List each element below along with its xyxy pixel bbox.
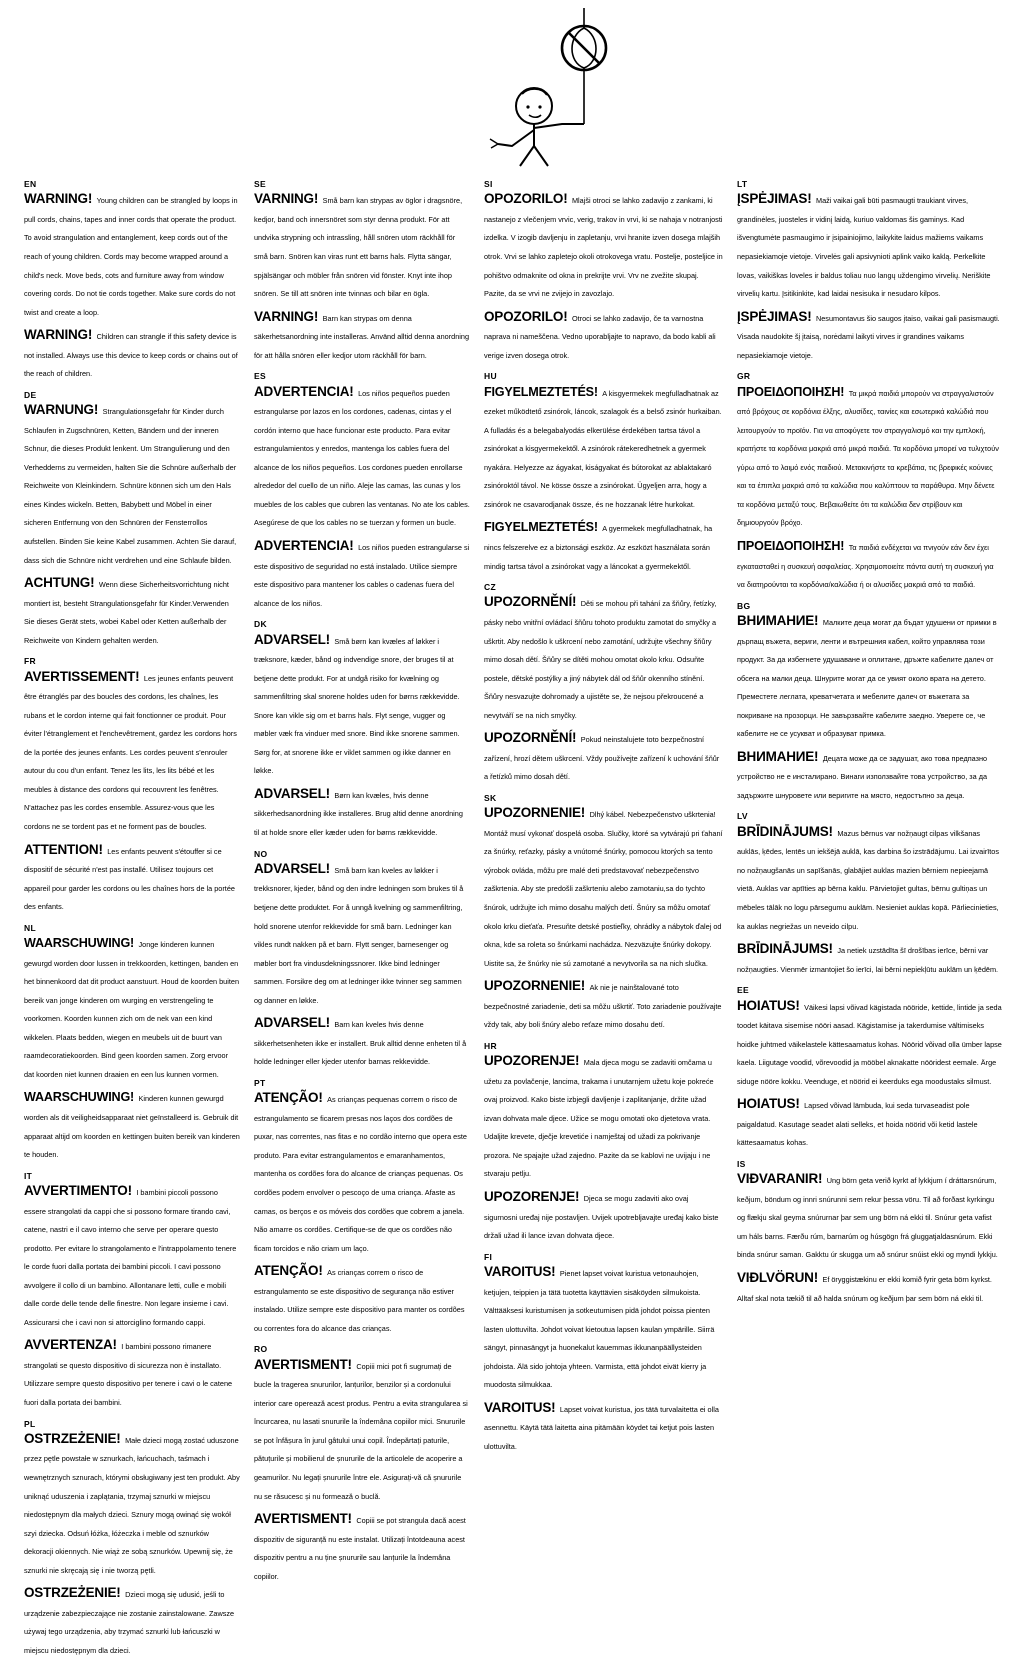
warning-paragraph	[737, 823, 1002, 934]
lang-block-lt	[737, 180, 1002, 363]
warning-heading: UPOZORNENIE!	[484, 805, 586, 821]
warning-text: Barn kan strypas om denna säkerhetsanordning inte installeras. Använd alltid denna anordning för att hålla snören eller kedjor utom räckhåll för barn.	[254, 313, 470, 360]
warning-heading: OSTRZEŻENIE!	[24, 1430, 121, 1446]
lang-block-si	[484, 180, 723, 363]
warning-text: Små barn kan strypas av öglor i dragsnöre, kedjor, band och innersnöret som styr denna produkt. För att undvika strypning och intrassling, håll snören utom räckhåll för små barn. Snören kan viras runt ett barns hals. Flytta sängar, spjälsängar och möbler från snören vid fönster. Knyt inte ihop snören. Se till att snören inte tvinnas och bilar en ögla.	[254, 196, 463, 299]
warning-heading: ADVARSEL!	[254, 785, 330, 801]
lang-code-ro: RO	[254, 1344, 268, 1355]
lang-code-en: EN	[24, 179, 37, 189]
warning-text: Los niños pueden estrangularse si este dispositivo de seguridad no está instalado. Utilice siempre este dispositivo para mantener los cables o cadenas fuera del alcance de los niños.	[254, 542, 470, 608]
warning-paragraph	[737, 537, 1002, 593]
warning-paragraph	[484, 804, 723, 971]
lang-block-gr	[737, 372, 1002, 592]
lang-code-fr: FR	[24, 656, 36, 667]
lang-code-pt: PT	[254, 1077, 266, 1088]
warning-paragraph	[254, 1089, 470, 1256]
warning-heading: ĮSPĖJIMAS!	[737, 191, 812, 207]
warning-heading: VARNING!	[254, 308, 319, 324]
warning-heading: VARNING!	[254, 191, 319, 207]
warning-heading: BRĪDINĀJUMS!	[737, 941, 833, 957]
warning-heading: WARNUNG!	[24, 402, 99, 418]
warning-text: Τα μικρά παιδιά μπορούν να στραγγαλιστούν από βρόχους σε κορδόνια έλξης, αλυσίδες, ταινίες και εσωτερικά καλώδιά που λειτουργούν το προϊόν. Για να αποφύγετε τον στραγγαλισμό και την εμπλοκή, κρατήστε τα κορδόνια μακριά από μικρά παιδιά. Τα κορδόνια μπορεί να τυλιχτούν γύρω από το λαιμό ενός παιδιού. Μετακινήστε τα κρεβάτια, τις βρεφικές κούνιες και τα έπιπλα μακριά από τα καλώδια που καλύπτουν τα παράθυρα. Μην δένετε τα κορδόνια μεταξύ τους. Βεβαιωθείτε ότι τα καλώδια δεν στρίβουν και δημιουργούν βρόχο.	[737, 388, 999, 528]
warning-paragraph	[24, 574, 240, 648]
warning-paragraph	[254, 1014, 470, 1070]
lang-block-cz	[484, 583, 723, 785]
warning-text: I bambini piccoli possono essere strangolati da cappi che si possono formare tirando cavi, catene, nastri e il cavo interno che serve per operare questo prodotto. Per evitare lo strangolamento e l'intrappolamento tenere le corde fuori dalla portata dei bambini piccoli. I cavi possono avvolgere il collo di un bambino. Allontanare letti, culle e mobili dalle corde delle tende delle finestre. Non legare insieme i cavi. Assicurarsi che i cavi non si attorciglino formando cappi.	[24, 1187, 237, 1327]
warning-heading: UPOZORENJE!	[484, 1053, 580, 1069]
warning-text: Mazus bērnus var nožņaugt cilpas vilkšanas auklās, ķēdes, lentēs un iekšējā auklā, kas darbina šo izstrādājumu. Lai izvairītos no nožņaugšanās un sapīšanās, glabājiet auklas mazien bērniem nepieejamā vietā. Auklas var aptīties ap bērna kaklu. Pārvietojiet gultas, bērnu gultiņas un mēbeles tālāk no logu pārsegumu auklām. Nesieniet auklas kopā. Pārliecinieties, ka auklas negriežas un neveido cilpu.	[737, 828, 1000, 931]
lang-code-lv: LV	[737, 811, 748, 822]
warning-text: Małe dzieci mogą zostać uduszone przez pętle powstałe w sznurkach, łańcuchach, taśmach i wewnętrznych sznurach, którymi obsługiwany jest ten produkt. Aby uniknąć uduszenia i zaplątania, trzymaj sznurki w miejscu niedostępnym dla małych dzieci. Sznury mogą owinąć się wokół szyi dziecka. Odsuń łóżka, łóżeczka i meble od sznurków dekoracji okiennych. Nie wiąż ze sobą sznurków. Upewnij się, że sznurki nie skręcają się i nie tworzą pętli.	[24, 1435, 240, 1575]
lang-block-pt	[254, 1079, 470, 1336]
warning-heading: AVERTISMENT!	[254, 1356, 352, 1372]
warning-heading: FIGYELMEZTETÉS!	[484, 520, 598, 535]
warning-paragraph	[24, 934, 240, 1082]
warning-paragraph	[254, 537, 470, 611]
lang-code-es: ES	[254, 371, 266, 382]
warning-text: Maži vaikai gali būti pasmaugti traukiant virves, grandinėles, juosteles ir vidinį laidą, kuriuo valdomas šis gaminys. Kad išvengtumėte pasmaugimo ir įsipainiojimo, laikykite laidus mažiems vaikams nepasiekiamoje vietoje. Virvelės gali apsivynioti aplink vaiko kaklą. Perkelkite lovas, vaikiškas loveles ir baldus toliau nuo langų uždengimo virvelių. Neriškite virvelių kartu. Įsitikinkite, kad laidai nesisuka ir nesudaro kilpos.	[737, 196, 991, 299]
warning-heading: UPOZORNĚNÍ!	[484, 730, 577, 746]
warning-heading: ADVARSEL!	[254, 1015, 330, 1031]
column-1	[24, 179, 254, 1655]
warning-paragraph	[484, 977, 723, 1033]
warning-heading: UPOZORNĚNÍ!	[484, 594, 577, 610]
lang-code-cz: CZ	[484, 582, 496, 593]
warning-paragraph	[24, 1182, 240, 1330]
warning-text: Dlhý kábel. Nebezpečenstvo uškrtenia! Montáž musí vykonať dospelá osoba. Slučky, ktoré sa vytvárajú pri ťahaní za šnúrky, reťazky, pásky a vnútorné šnúrky, pomocou ktorých sa tento výrobok ovláda, môžu pre malé deti predstavovať nebezpečenstvo zaškrtenia. Aby ste predošli zaškrteniu alebo zamotaniu,sa do tychto šnúrok, udržujte ich mimo dosahu malých detí. Šnúry sa môžu omotať okolo krku dieťaťa. Presuňte detské postieľky, ohrádky a nábytok ďalej od okna, kde sa roleta so šnúrkami nachádza. Nezväzujte šnúrky dokopy. Uistite sa, že šnúrky nie sú zamotané a nevytvorila sa na nich slučka.	[484, 810, 723, 968]
language-columns	[0, 179, 1024, 1655]
lang-code-hr: HR	[484, 1040, 497, 1051]
warning-text: Små barn kan kveles av løkker i trekksnorer, kjeder, bånd og den indre ledningen som brukes til å betjene dette produktet. For å unngå kvelning og sammenfiltring, hold snorene utenfor rekkevidde for små barn. Ledninger kan vikles rundt nakken på et barn. Flytt senger, barnesenger og møbler bort fra vindusdekningssnorer. Ikke bind ledninger sammen. Forsikre deg om at ledninger ikke tvinner seg sammen og danner en løkke.	[254, 865, 464, 1005]
warning-paragraph	[484, 1399, 723, 1455]
warning-text: Wenn diese Sicherheitsvorrichtung nicht montiert ist, besteht Strangulationsgefahr für Kinder.Verwenden Sie dieses Gerät stets, wobei Kabel oder Ketten außerhalb der Reichweite von Kindern gehalten werden.	[24, 580, 229, 645]
warning-paragraph	[254, 631, 470, 779]
warning-paragraph	[254, 1262, 470, 1336]
warning-text: Los niños pequeños pueden estrangularse por lazos en los cordones, cadenas, cintas y el cordón interno que hace funcionar este producto. Para evitar estrangulamientos y enredos, mantenga los cables fuera del alcance de los niños pequeños. Los cordones pueden enrollarse alrededor del cuello de un niño. Aleje las camas, las cunas y los muebles de los cables que cubren las ventanas. No ate los cables. Asegúrese de que los cables no se tuerzan y formen un bucle.	[254, 388, 470, 528]
warning-paragraph	[484, 383, 723, 513]
warning-paragraph	[254, 1356, 470, 1504]
warning-heading: UPOZORNENIE!	[484, 978, 586, 994]
warning-paragraph	[254, 785, 470, 841]
warning-heading: WARNING!	[24, 327, 93, 343]
lang-block-it	[24, 1172, 240, 1411]
lang-block-en	[24, 180, 240, 382]
warning-text: Kinderen kunnen gewurgd worden als dit veiligheidsapparaat niet geïnstalleerd is. Gebruik dit apparaat altijd om koorden en kettingen buiten bereik van kinderen te houden.	[24, 1094, 240, 1160]
warning-paragraph	[737, 748, 1002, 804]
lang-code-no: NO	[254, 848, 268, 859]
warning-paragraph	[24, 1088, 240, 1162]
warning-heading: ATENÇÃO!	[254, 1263, 323, 1279]
warning-heading: ВНИМАНИЕ!	[737, 612, 819, 628]
warning-paragraph	[24, 401, 240, 568]
warning-heading: BRĪDINĀJUMS!	[737, 823, 833, 839]
warning-text: Pienet lapset voivat kuristua vetonauhojen, ketjujen, teippien ja tätä tuotetta käyttävien sisäköyden silmukoista. Välttääksesi kuristumisen ja sotkeutumisen pidä johdot poissa pienten lasten ulottuvilta. Johdot voivat kietoutua lapsen kaulan ympärille. Siirrä sängyt, pinnasängyt ja huonekalut kauemmas ikkunanpäällysteiden johdoista. Älä sido johtoja yhteen. Varmista, että johdot eivät kierry ja muodosta silmukkaa.	[484, 1268, 715, 1390]
warning-paragraph	[737, 1269, 1002, 1306]
lang-block-se	[254, 180, 470, 363]
lang-code-hu: HU	[484, 371, 497, 382]
warning-heading: FIGYELMEZTETÉS!	[484, 384, 598, 399]
warning-heading: AVERTISMENT!	[254, 1511, 352, 1527]
warning-heading: ATENÇÃO!	[254, 1090, 323, 1106]
warning-heading: ВНИМАНИЕ!	[737, 748, 819, 764]
warning-heading: WAARSCHUWING!	[24, 1090, 135, 1105]
lang-block-ee	[737, 986, 1002, 1151]
warning-paragraph	[24, 1430, 240, 1578]
warning-heading: WARNING!	[24, 191, 93, 207]
warning-paragraph	[24, 668, 240, 835]
warning-text: Dzieci mogą się udusić, jeśli to urządzenie zabezpieczające nie zostanie zainstalowane. Zawsze używaj tego urządzenia, aby trzymać sznurki lub łańcuszki w miejscu niedostępnym dla dzieci.	[24, 1590, 235, 1655]
warning-paragraph	[254, 1510, 470, 1584]
warning-text: Децата може да се задушат, ако това предпазно устройство не е инсталирано. Винаги използвайте това устройство, за да задържите шнуровете или веригите на място, недостъпно за деца.	[737, 753, 988, 800]
lang-code-se: SE	[254, 179, 266, 189]
warning-text: Ja netiek uzstādīta šī drošības ierīce, bērni var nožņaugties. Vienmēr izmantojiet šo ierīci, lai bērni nepiekļūtu auklām un ķēdēm.	[737, 946, 999, 974]
warning-text: Young children can be strangled by loops in pull cords, chains, tapes and inner cords that operate the product. To avoid strangulation and entanglement, keep cords out of the reach of young children. Cords may become wrapped around a child's neck. Move beds, cots and furniture away from window covering cords. Do not tie cords together. Make sure cords do not twist and create a loop.	[24, 196, 238, 317]
lang-block-no	[254, 850, 470, 1070]
warning-heading: VAROITUS!	[484, 1399, 556, 1415]
warning-paragraph	[737, 308, 1002, 364]
warning-paragraph	[24, 326, 240, 382]
warning-text: Barn kan kveles hvis denne sikkerhetsenheten ikke er installert. Bruk alltid denne enheten til å holde ledninger eller kjeder utenfor barnas rekkevidde.	[254, 1020, 467, 1067]
lang-block-fr	[24, 657, 240, 914]
warning-heading: ADVARSEL!	[254, 860, 330, 876]
warning-text: Pokud neinstalujete toto bezpečnostní zařízení, hrozí dětem uškrcení. Vždy používejte zařízení k uchování šňůr a řetízků mimo dosah dětí.	[484, 735, 720, 782]
warning-heading: VIÐVARANIR!	[737, 1171, 823, 1187]
warning-text: Τα παιδιά ενδέχεται να πνιγούν εάν δεν έχει εγκατασταθεί η συσκευή ασφαλείας. Χρησιμοποιείτε πάντα αυτή τη συσκευή για να διατηρούνται τα κορδόνια/καλώδια ή οι αλυσίδες μακριά από τα παιδιά.	[737, 542, 994, 590]
warning-text: Ef öryggistækinu er ekki komið fyrir geta börn kyrkst. Alltaf skal nota tækið til að halda snúrum og keðjum þar sem börn ná ekki til.	[737, 1274, 992, 1303]
warning-paragraph	[484, 729, 723, 785]
lang-block-bg	[737, 602, 1002, 804]
warning-heading: UPOZORENJE!	[484, 1188, 580, 1204]
warning-text: Nesumontavus šio saugos įtaiso, vaikai gali pasismaugti. Visada naudokite šį įtaisą, norėdami laikyti virves ir grandines vaikams nepasiekiamoje vietoje.	[737, 313, 1000, 360]
lang-code-is: IS	[737, 1158, 746, 1169]
lang-code-it: IT	[24, 1170, 33, 1181]
lang-block-hr	[484, 1042, 723, 1244]
column-3	[484, 179, 737, 1451]
warning-heading: ΠΡΟΕΙΔΟΠΟΙΗΣΗ!	[737, 538, 845, 553]
warning-heading: AVVERTIMENTO!	[24, 1182, 132, 1198]
lang-code-de: DE	[24, 389, 37, 400]
warning-heading: ADVERTENCIA!	[254, 537, 354, 553]
lang-code-pl: PL	[24, 1418, 36, 1429]
warning-heading: ĮSPĖJIMAS!	[737, 308, 812, 324]
warning-paragraph	[737, 1095, 1002, 1151]
lang-code-lt: LT	[737, 179, 748, 189]
warning-text: Copiii mici pot fi sugrumați de bucle la tragerea snururilor, lanțurilor, benzilor și a cordonului interior care operează acest produs. Pentru a evita strangularea si încurcarea, nu lasati snururile la îndemâna copiilor mici. Snururile se pot înfășura în jurul gâtului unui copil. Îndepărtați paturile, pătuțurile și mobilierul de șnururile de la articolele de acoperire a geamurilor. Nu legați șnururile între ele. Asigurați-vă că șnururile nu se răsucesc și nu formează o buclă.	[254, 1361, 468, 1501]
warning-paragraph	[484, 308, 723, 364]
warning-heading: VIÐLVÖRUN!	[737, 1269, 818, 1285]
warning-text: Děti se mohou při tahání za šňůry, řetízky, pásky nebo vnitřní ovládací šňůru tohoto produktu zamotat do smyčky a uškrtit. Aby nedošlo k uškrcení nebo zamotání, udržujte všechny šňůry mimo dosah dětí. Šňůry se dítěti mohou omotat okolo krku. Odsuňte postele, dětské postýlky a jiný nábytek dál od šňůr okenního stínění. Šňůry nesvazujte dohromady a ujistěte se, že nejsou překroucené a nevytváří se na nich smyčky.	[484, 599, 717, 720]
warning-text: Children can strangle if this safety device is not installed. Always use this device to keep cords or chains out of the reach of children.	[24, 332, 238, 379]
warning-paragraph	[484, 190, 723, 301]
warning-paragraph	[484, 1263, 723, 1393]
warning-heading: HOIATUS!	[737, 1096, 800, 1112]
lang-code-si: SI	[484, 179, 493, 189]
warning-text: Strangulationsgefahr für Kinder durch Schlaufen in Zugschnüren, Ketten, Bändern und der inneren Schnur, die dieses Produkt lenkent. Um Strangulierung und den Verhedderns zu vermeiden, halten Sie die Schnüre außerhalb der Reichweite von Kleinkindern. Schnüre können sich um den Hals eines Kindes wickeln. Betten, Babybett und Möbel in einer sicheren Entfernung von den Schnüren der Fensterrollos aufstellen. Binden Sie keine Kabel zusammen. Achten Sie darauf, dass sich die Schnüre nicht verdrehen und eine Schlaufe bilden.	[24, 407, 237, 565]
warning-paragraph	[254, 383, 470, 531]
illustration-area	[0, 6, 1024, 176]
lang-block-de	[24, 391, 240, 648]
lang-code-dk: DK	[254, 619, 267, 630]
lang-block-fi	[484, 1253, 723, 1455]
warning-text: Малките деца могат да бъдат удушени от примки в дърпащ въжета, вериги, ленти и вътрешния кабел, който управлява този продукт. За да избегнете удушаване и оплитане, дръжте кабелите далеч от обсега на малки деца. Шнурите могат да се увият около врата на детето. Преместете леглата, креватчетата и мебелите далеч от въжетата за покриване на прозорци. Не завързвайте кабелите заедно. Уверете се, че кабелите не се усукват и образуват примка.	[737, 617, 997, 739]
warning-heading: ACHTUNG!	[24, 575, 95, 591]
lang-code-fi: FI	[484, 1251, 493, 1262]
warning-heading: OPOZORILO!	[484, 191, 568, 207]
warning-heading: ATTENTION!	[24, 841, 103, 857]
warning-text: Djeca se mogu zadaviti ako ovaj sigurnosni uređaj nije postavljen. Uvijek upotrebljavajte uređaj kako biste držali užad ili lance izvan dohvata djece.	[484, 1193, 719, 1241]
warning-paragraph	[737, 383, 1002, 531]
lang-code-sk: SK	[484, 792, 497, 803]
warning-paragraph	[254, 860, 470, 1008]
warning-text: A kisgyermekek megfulladhatnak az ezeket működtető zsinórok, láncok, szalagok és a belső zsinór hurkaiban. A fulladás és a belegabalyodás elkerülése érdekében tartsa távol a zsinórokat a kisgyermekektől. A zsinórok rátekeredhetnek a gyermek nyakára. Helyezze az ágyakat, kiságyakat és bútorokat az ablaktakaró zsinóroktól távol. Ne kösse össze a zsinórokat. Ügyeljen arra, hogy a zsinórok ne csavarodjanak össze, és ne hozzanak létre hurkokat.	[484, 388, 722, 509]
warning-text: Les jeunes enfants peuvent être étranglés par des boucles des cordons, les chaînes, les rubans et le cordon interne qui fait fonctionner ce produit. Pour éviter l'étranglement et l'enchevêtrement, gardez les cordons hors de la portée des jeunes enfants. Les cordes peuvent s'enrouler autour du cou d'un enfant. Tenez les lits, les lits bébé et les meubles à distance des cordons qui recouvrent les fenêtres. N'attachez pas les cordes ensemble. Assurez-vous que les cordons ne se tordent pas et ne forment pas de boucles.	[24, 673, 237, 831]
lang-block-pl	[24, 1420, 240, 1658]
warning-heading: OPOZORILO!	[484, 308, 568, 324]
warning-paragraph	[737, 997, 1002, 1090]
warning-text: Copiii se pot strangula dacă acest dispozitiv de siguranță nu este instalat. Utilizați întotdeauna acest dispozitiv pentru a nu ține șnururile sau lanțurile la îndemâna copiilor.	[254, 1516, 466, 1581]
lang-code-nl: NL	[24, 922, 36, 933]
warning-paragraph	[737, 612, 1002, 742]
warning-text: I bambini possono rimanere strangolati se questo dispositivo di sicurezza non è installato. Utilizzare sempre questo dispositivo per tenere i cavi o le catene fuori dalla portata dei bambini.	[24, 1342, 233, 1407]
lang-block-sk	[484, 794, 723, 1033]
warning-text: Små børn kan kvæles af løkker i træksnore, kæder, bånd og indvendige snore, der bruges til at betjene dette produkt. For at undgå risiko for kvælning og sammenfiltring skal snorene holdes uden for børns rækkevidde. Snore kan vikle sig om et barns hals. Flyt senge, vugger og møbler væk fra vinduer med snore. Bind ikke snorene sammen. Sørg for, at snorene ikke er viklet sammen og ikke danner en løkke.	[254, 636, 460, 776]
lang-block-es	[254, 372, 470, 611]
warning-paragraph	[737, 1170, 1002, 1263]
warning-text: As crianças correm o risco de estrangulamento se este dispositivo de segurança não estiver instalado. Utilize sempre este dispositivo para manter os cordões ou correntes fora do alcance das crianças.	[254, 1268, 465, 1333]
warning-text: Lapsed võivad lämbuda, kui seda turvaseadist pole paigaldatud. Kasutage seadet alati selleks, et hoida nöörid või ketid lastele kättesaamatus kohas.	[737, 1101, 978, 1148]
warning-text: Mlajši otroci se lahko zadavijo z zankami, ki nastanejo z vlečenjem vrvic, verig, trakov in vrvi, ki se nahaja v notranjosti izdelka. V izogib davljenju in zapletanju, vrvi hranite izven dosega mlajših otrok. Vrvi se lahko zapletejo okoli otrokovega vratu. Postelje, posteljice in pohištvo odmaknite od okna in prekrijte vrvi. Vrv ne zvežite skupaj. Pazite, da se vrvi ne zvijejo in zavozlajo.	[484, 196, 723, 299]
warning-heading: ADVARSEL!	[254, 631, 330, 647]
warning-text: Lapset voivat kuristua, jos tätä turvalaitetta ei olla asennettu. Käytä tätä laitetta aina pitämään köydet tai ketjut pois lasten ulottuvilta.	[484, 1404, 719, 1451]
lang-block-dk	[254, 620, 470, 840]
warning-paragraph	[24, 190, 240, 320]
lang-code-gr: GR	[737, 371, 751, 382]
warning-paragraph	[484, 1052, 723, 1182]
lang-block-ro	[254, 1345, 470, 1584]
warning-paragraph	[484, 518, 723, 574]
warning-heading: WAARSCHUWING!	[24, 936, 135, 951]
warning-paragraph	[484, 1188, 723, 1244]
warning-paragraph	[737, 940, 1002, 977]
lang-block-lv	[737, 812, 1002, 977]
column-4	[737, 179, 1002, 1303]
warning-paragraph	[737, 190, 1002, 301]
child-strangulation-hazard-icon	[362, 6, 662, 171]
warning-text: Ak nie je nainštalované toto bezpečnostné zariadenie, deti sa môžu uškrtiť. Toto zariadenie používajte vždy tak, aby boli šnúry alebo reťaze mimo dosahu detí.	[484, 983, 722, 1030]
warning-text: Mala djeca mogu se zadaviti omčama u užetu za povlačenje, lancima, trakama i unutarnjem užetu koje pokreće ovaj proizvod. Kako biste izbjegli davljenje i zaplitanjanje, držite užad izvan dohvata male djece. Užice se mogu omotati oko djetetova vrata. Udaljite krevete, dječje krevetiće i namještaj od užadi za pokrivanje prozora. Ne spajajte užad zajedno. Pazite da se kablovi ne uvijaju i ne stvaraju petlju.	[484, 1058, 714, 1179]
warning-text: As crianças pequenas correm o risco de estrangulamento se ficarem presas nos laços dos cordões de puxar, nas correntes, nas fitas e no cordão interno que opera este produto. Para evitar estrangulamentos e emaranhamentos, mantenha os cordões fora do alcance de crianças pequenas. Os cordões podem envolver o pescoço de uma criança. Afaste as camas, os berços e os móveis dos cordões que cobrem a janela. Não amarre os cordões. Certifique-se de que os cordões não ficam torcidos e não criam um laço.	[254, 1095, 467, 1253]
warning-heading: AVVERTENZA!	[24, 1337, 117, 1353]
warning-heading: AVERTISSEMENT!	[24, 668, 140, 684]
warning-heading: ADVERTENCIA!	[254, 383, 354, 399]
warning-paragraph	[254, 308, 470, 364]
warning-text: Jonge kinderen kunnen gewurgd worden door lussen in trekkoorden, kettingen, banden en het binnenkoord dat dit product aanstuurt. Houd de koorden buiten bereik van jonge kinderen om wurging en verstrengeling te voorkomen. Koorden kunnen zich om de nek van een kind wikkelen. Plaats bedden, wiegen en meubels uit de buurt van raamdecoratiekoorden. Bind geen koorden samen. Zorg ervoor dat koorden niet kunnen draaien en een lus kunnen vormen.	[24, 940, 240, 1079]
warning-text: Väikesi lapsi võivad kägistada nööride, kettide, lintide ja seda toodet käitava sisemise nööri aasad. Kägistamise ja takerdumise vältimiseks hoidke juhtmed väikelastele kättesaamatus kohas. Nöörid võivad olla ümber lapse kaela. Liigutage voodid, võrevoodid ja mööbel aknakatte nööridest eemale. Ärge siduge nööre kokku. Veenduge, et nöörid ei keerduks ega moodustaks silmust.	[737, 1002, 1002, 1086]
warning-paragraph	[24, 841, 240, 915]
lang-block-is	[737, 1160, 1002, 1306]
warning-paragraph	[484, 593, 723, 723]
warning-heading: HOIATUS!	[737, 997, 800, 1013]
warning-paragraph	[24, 1336, 240, 1410]
warning-text: Ung börn geta verið kyrkt af lykkjum í dráttarsnúrum, keðjum, böndum og innri snúrunni sem rekur þessa vöru. Til að forðast kyrkingu og flækju skal geyma snúrurnar þar sem ung börn ná ekki til. Snúrur geta vafist um háls barns. Færðu rúm, barnarúm og húsgögn frá gluggatjaldasnúrum. Ekki binda snúrur saman. Gakktu úr skugga um að snúrur snúist ekki og myndi lykkju.	[737, 1176, 998, 1260]
lang-block-nl	[24, 924, 240, 1163]
warning-text: Otroci se lahko zadavijo, če ta varnostna naprava ni nameščena. Vedno uporabljajte to napravo, da bodo kabli ali verige izven dosega otrok.	[484, 313, 716, 360]
warning-heading: ΠΡΟΕΙΔΟΠΟΙΗΣΗ!	[737, 384, 845, 399]
lang-code-bg: BG	[737, 600, 751, 611]
warning-paragraph	[254, 190, 470, 301]
warning-paragraph	[24, 1584, 240, 1658]
warning-heading: OSTRZEŻENIE!	[24, 1585, 121, 1601]
lang-code-ee: EE	[737, 985, 749, 996]
warning-heading: VAROITUS!	[484, 1263, 556, 1279]
warning-text: Børn kan kvæles, hvis denne sikkerhedsanordning ikke installeres. Brug altid denne anordning til at holde snore eller kæder uden for børns rækkevidde.	[254, 790, 463, 837]
column-2	[254, 179, 484, 1581]
warning-text: Les enfants peuvent s'étouffer si ce dispositif de sécurité n'est pas installé. Utilisez toujours cet appareil pour garder les cordons ou les chaînes hors de la portée des enfants.	[24, 846, 235, 912]
warning-text: A gyermekek megfulladhatnak, ha nincs felszerelve ez a biztonsági eszköz. Az eszközt használata során mindig tartsa távol a zsinórokat vagy a láncokat a gyermekektől.	[484, 524, 713, 571]
lang-block-hu	[484, 372, 723, 574]
